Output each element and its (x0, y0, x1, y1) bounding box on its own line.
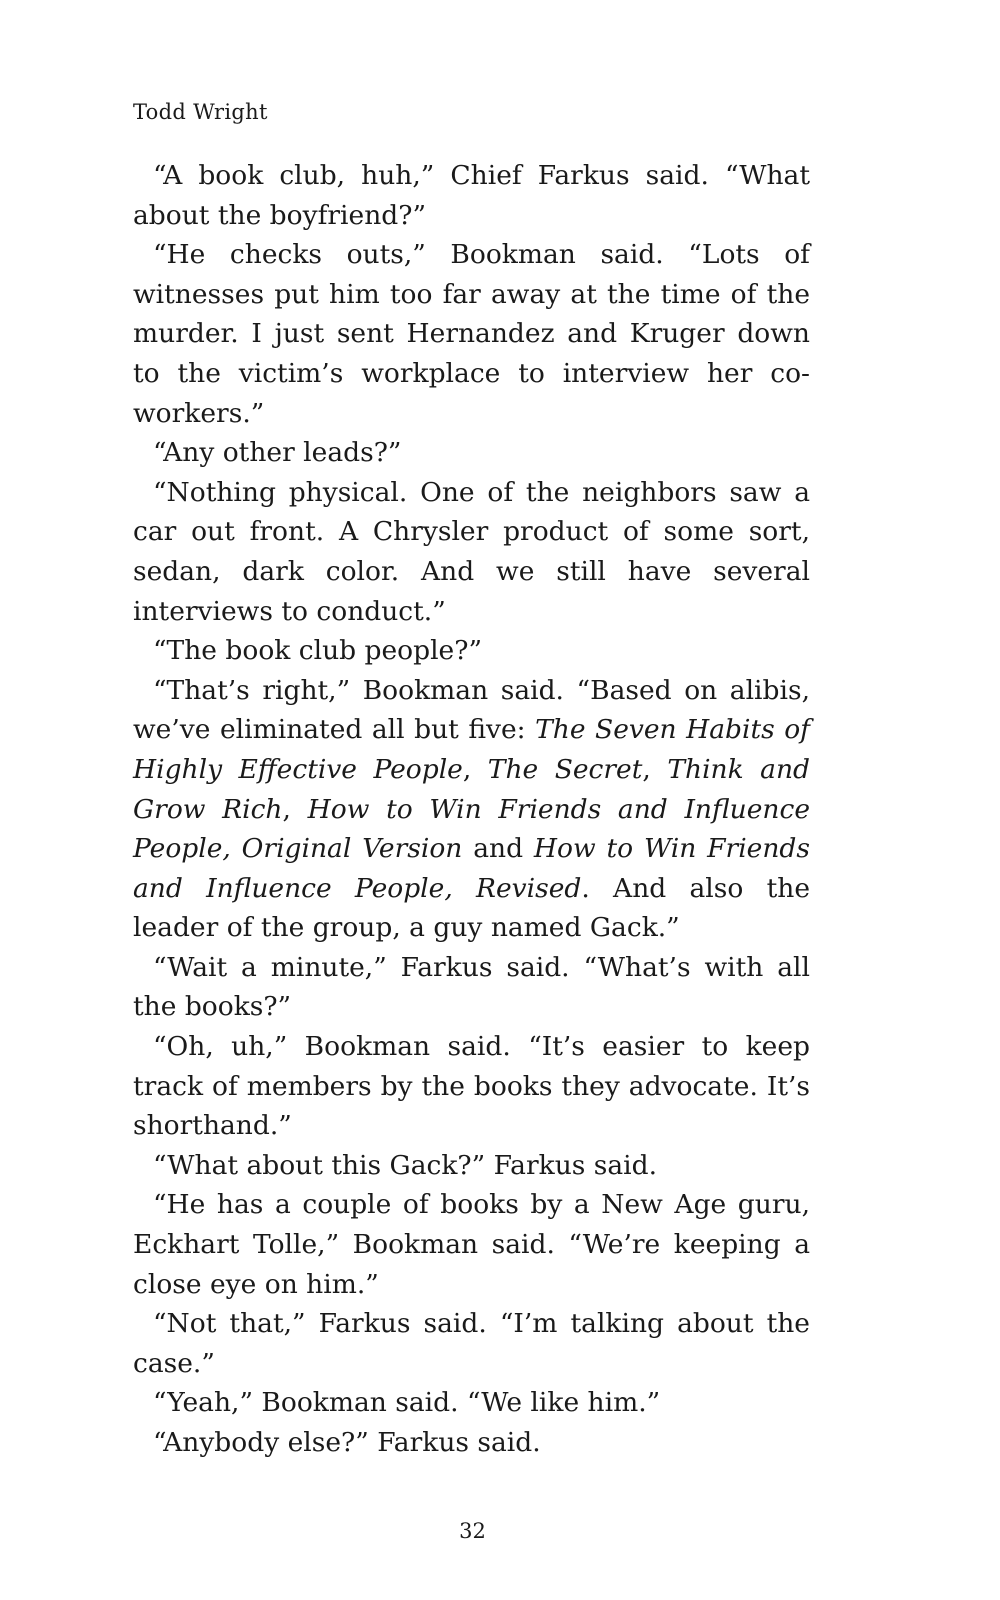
paragraph (133, 235, 810, 433)
book-title: How to Win Friends and Influence People, Revised (133, 833, 810, 904)
paragraph (133, 631, 810, 671)
text-run: “He has a couple of books by a New Age guru, Eckhart Tolle,” Bookman said. “We’re keeping a close eye on him.” (133, 1189, 810, 1300)
text-run: “That’s right,” Bookman said. “Based on alibis, we’ve eliminated all but five: (133, 674, 810, 746)
text-run: “He checks outs,” Bookman said. “Lots of witnesses put him too far away at the time of the murder. I just sent Hernandez and Kruger down to the victim’s workplace to interview her co-workers.” (133, 239, 810, 429)
text-run: . And also the leader of the group, a guy named Gack.” (133, 872, 810, 944)
text-run: “Anybody else?” Farkus said. (153, 1427, 541, 1458)
running-header-author: Todd Wright (133, 100, 268, 124)
text-run: “Yeah,” Bookman said. “We like him.” (153, 1387, 661, 1419)
text-run: “Nothing physical. One of the neighbors saw a car out front. A Chrysler product of some sort, sedan, dark color. And we still have several interviews to conduct.” (133, 476, 810, 627)
text-run: , (642, 753, 668, 785)
paragraph (133, 1383, 810, 1423)
paragraph (133, 1423, 810, 1463)
book-title: The Secret (487, 753, 643, 785)
book-title: The Seven Habits of Highly Effective People (133, 714, 810, 785)
text-run: “Oh, uh,” Bookman said. “It’s easier to keep track of members by the books they advocate. It’s shorthand.” (133, 1031, 810, 1142)
text-run: “Wait a minute,” Farkus said. “What’s with all the books?” (133, 951, 810, 1023)
paragraph (133, 1185, 810, 1304)
text-run: “What about this Gack?” Farkus said. (153, 1149, 658, 1181)
text-run: “The book club people?” (153, 635, 482, 667)
paragraph (133, 473, 810, 631)
paragraph (133, 1146, 810, 1186)
paragraph (133, 1027, 810, 1146)
paragraph (133, 1304, 810, 1383)
text-run: , (282, 793, 308, 825)
text-run: and (462, 833, 534, 865)
text-run: “Any other leads?” (153, 437, 402, 469)
paragraph (133, 433, 810, 473)
paragraph (133, 671, 810, 948)
book-title: Think and Grow Rich (133, 753, 810, 825)
page-number: 32 (459, 1519, 486, 1543)
text-run: “A book club, huh,” Chief Farkus said. “What about the boyfriend?” (133, 160, 810, 231)
body-text (133, 156, 810, 1463)
paragraph (133, 948, 810, 1027)
text-run: , (462, 753, 488, 785)
book-title: How to Win Friends and Influence People, Original Version (133, 793, 810, 865)
text-run: “Not that,” Farkus said. “I’m talking about the case.” (133, 1308, 810, 1379)
paragraph (133, 156, 810, 235)
